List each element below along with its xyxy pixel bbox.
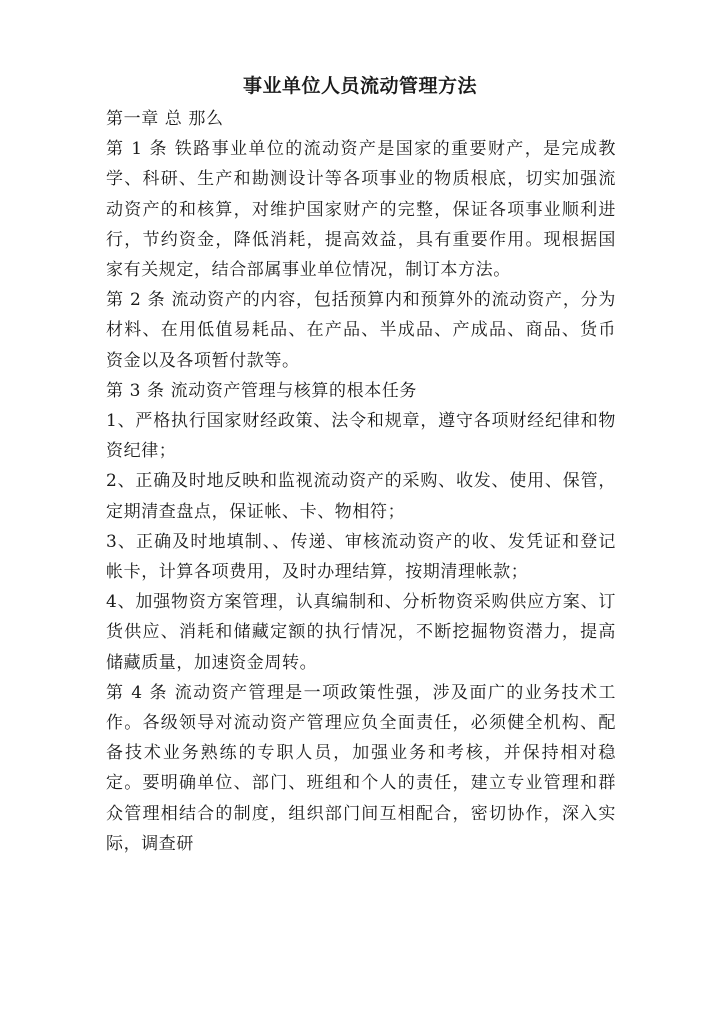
article-4-paragraph: 第 4 条 流动资产管理是一项政策性强，涉及面广的业务技术工作。各级领导对流动资产管理应负全面责任，必须健全机构、配备技术业务熟练的专职人员，加强业务和考核，并保持相对稳定。要明确单位、部门、班组和个人的责任，建立专业管理和群众管理相结合的制度，组织部门间互相配合，密切协作，深入实际，调查研 [106,682,616,854]
article-3-heading: 第 3 条 流动资产管理与核算的根本任务 [106,380,418,401]
document-body [106,104,616,859]
task-item-1: 1、严格执行国家财经政策、法令和规章，遵守各项财经纪律和物资纪律； [106,411,616,462]
article-2-paragraph: 第 2 条 流动资产的内容，包括预算内和预算外的流动资产，分为材料、在用低值易耗品、在产品、半成品、产成品、商品、货币资金以及各项暂付款等。 [106,290,616,371]
chapter-heading: 第一章 总 那么 [106,109,224,129]
article-1-paragraph: 第 1 条 铁路事业单位的流动资产是国家的重要财产，是完成教学、科研、生产和勘测设计等各项事业的物质根底，切实加强流动资产的和核算，对维护国家财产的完整，保证各项事业顺利进行，节约资金，降低消耗，提高效益，具有重要作用。现根据国家有关规定，结合部属事业单位情况，制订本方法。 [106,139,616,281]
task-item-2: 2、正确及时地反映和监视流动资产的采购、收发、使用、保管，定期清查盘点，保证帐、卡、物相符； [106,471,616,522]
document-title: 事业单位人员流动管理方法 [242,75,477,97]
task-item-4: 4、加强物资方案管理，认真编制和、分析物资采购供应方案、订货供应、消耗和储藏定额的执行情况，不断挖掘物资潜力，提高储藏质量，加速资金周转。 [106,592,616,673]
task-item-3: 3、正确及时地填制、、传递、审核流动资产的收、发凭证和登记帐卡，计算各项费用，及时办理结算，按期清理帐款； [106,531,616,583]
